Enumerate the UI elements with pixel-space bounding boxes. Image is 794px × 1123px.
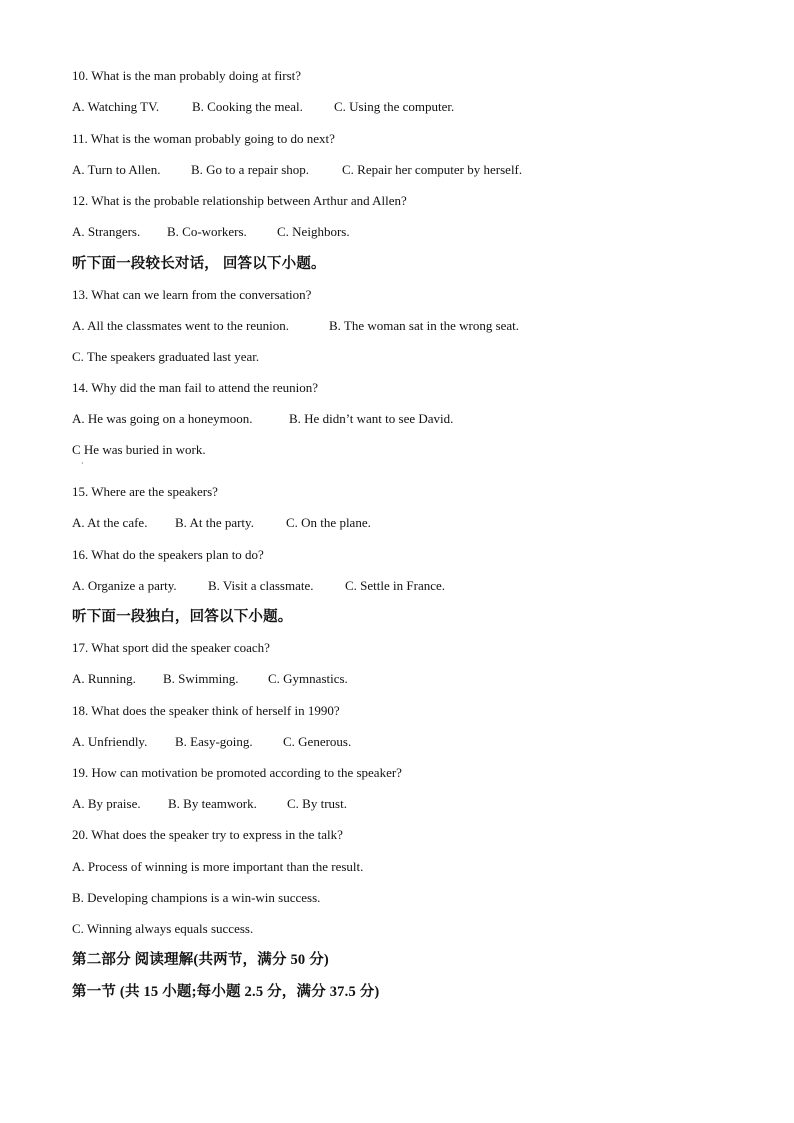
answer-option: A. By praise.	[72, 796, 141, 811]
section-heading: 第二部分 阅读理解(共两节，满分 50 分)	[72, 952, 329, 968]
answer-option: B. Easy-going.	[175, 734, 253, 749]
answer-option: C. The speakers graduated last year.	[72, 349, 260, 364]
question-text: 18. What does the speaker think of herself in 1990?	[72, 703, 340, 718]
answer-option: B. He didn’t want to see David.	[289, 411, 454, 426]
question-text: 10. What is the man probably doing at first?	[72, 68, 302, 83]
answer-option: B. Visit a classmate.	[208, 578, 314, 593]
answer-option: A. Process of winning is more important than the result.	[72, 859, 364, 874]
question-text: 12. What is the probable relationship between Arthur and Allen?	[72, 193, 407, 208]
answer-option: B. By teamwork.	[168, 796, 257, 811]
answer-option: A. Watching TV.	[72, 99, 160, 114]
answer-option: B. Developing champions is a win-win success.	[72, 890, 321, 905]
section-heading: 听下面一段独白，回答以下小题。	[72, 609, 293, 625]
answer-option: A. He was going on a honeymoon.	[72, 411, 253, 426]
answer-option: C. By trust.	[287, 796, 347, 811]
answer-option: A. Running.	[72, 671, 136, 686]
answer-option: C. Using the computer.	[334, 99, 455, 114]
answer-option: C. Gymnastics.	[268, 671, 348, 686]
question-text: 14. Why did the man fail to attend the reunion?	[72, 380, 318, 395]
answer-option: B. Go to a repair shop.	[191, 162, 310, 177]
question-text: 13. What can we learn from the conversation?	[72, 287, 312, 302]
answer-option: A. Organize a party.	[72, 578, 177, 593]
answer-option: C. Neighbors.	[277, 224, 350, 239]
section-heading: 听下面一段较长对话， 回答以下小题。	[72, 256, 326, 272]
answer-option: C He was buried in work.	[72, 442, 206, 457]
answer-option: B. Cooking the meal.	[192, 99, 303, 114]
question-text: 16. What do the speakers plan to do?	[72, 547, 264, 562]
answer-option: C. On the plane.	[286, 515, 371, 530]
question-text: 11. What is the woman probably going to do next?	[72, 131, 335, 146]
answer-option: A. Turn to Allen.	[72, 162, 161, 177]
answer-option: A. Strangers.	[72, 224, 141, 239]
answer-option: A. Unfriendly.	[72, 734, 148, 749]
question-text: 17. What sport did the speaker coach?	[72, 640, 270, 655]
answer-option: A. At the cafe.	[72, 515, 148, 530]
answer-option: A. All the classmates went to the reunion.	[72, 318, 289, 333]
answer-option: B. Swimming.	[163, 671, 239, 686]
answer-option: C. Repair her computer by herself.	[342, 162, 523, 177]
answer-option: B. Co-workers.	[167, 224, 247, 239]
answer-option: C. Generous.	[283, 734, 352, 749]
stray-dot-mark: ·	[81, 459, 84, 468]
answer-option: B. The woman sat in the wrong seat.	[329, 318, 520, 333]
question-text: 15. Where are the speakers?	[72, 484, 218, 499]
answer-option: B. At the party.	[175, 515, 254, 530]
answer-option: C. Winning always equals success.	[72, 921, 254, 936]
section-heading: 第一节 (共 15 小题;每小题 2.5 分，满分 37.5 分)	[72, 984, 380, 1000]
answer-option: C. Settle in France.	[345, 578, 446, 593]
question-text: 20. What does the speaker try to express in the talk?	[72, 827, 343, 842]
question-text: 19. How can motivation be promoted according to the speaker?	[72, 765, 402, 780]
